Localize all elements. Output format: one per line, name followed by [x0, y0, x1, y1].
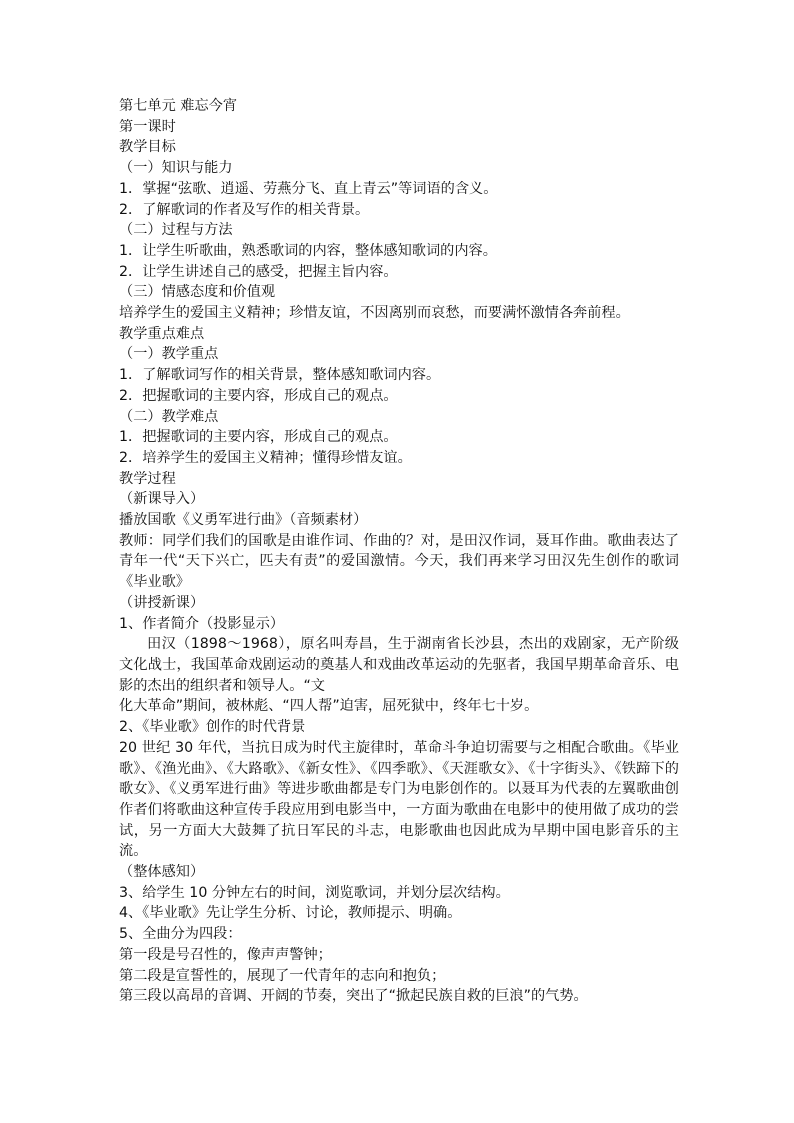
lesson-title: 第一课时	[119, 118, 176, 135]
objective-process-1: 1．让学生听歌曲，熟悉歌词的内容，整体感知歌词的内容。	[119, 242, 497, 259]
objective-knowledge-1: 1．掌握“弦歌、逍遥、劳燕分飞、直上青云”等词语的含义。	[119, 180, 498, 197]
paragraph-two-description: 第二段是宣誓性的，展现了一代青年的志向和抱负；	[119, 967, 446, 984]
intro-audio-line: 播放国歌《义勇军进行曲》（音频素材）	[119, 512, 368, 529]
step-5: 5、全曲分为四段：	[119, 926, 242, 943]
paragraph-one-description: 第一段是号召性的，像声声警钟；	[119, 946, 332, 963]
step-3: 3、给学生 10 分钟左右的时间，浏览歌词，并划分层次结构。	[119, 884, 510, 901]
section-heading-objectives: 教学目标	[119, 139, 176, 156]
background-heading: 2、《毕业歌》创作的时代背景	[119, 719, 306, 736]
objective-values-heading: （三）情感态度和价值观	[119, 284, 276, 301]
key-point-2: 2．把握歌词的主要内容，形成自己的观点。	[119, 387, 398, 404]
section-heading-key-points: 教学重点难点	[119, 325, 205, 342]
key-point-1: 1．了解歌词写作的相关背景，整体感知歌词内容。	[119, 367, 441, 384]
intro-paragraph: 教师：同学们我们的国歌是由谁作词、作曲的？对，是田汉作词，聂耳作曲。歌曲表达了青年一代“天下兴亡，匹夫有责”的爱国激情。今天，我们再来学习田汉先生创作的歌词《毕业歌》	[119, 532, 679, 591]
objective-process-2: 2．让学生讲述自己的感受，把握主旨内容。	[119, 263, 398, 280]
difficult-point-2: 2．培养学生的爱国主义精神；懂得珍惜友谊。	[119, 449, 412, 466]
difficult-points-heading: （二）教学难点	[119, 408, 219, 425]
background-paragraph: 20 世纪 30 年代，当抗日成为时代主旋律时，革命斗争迫切需要与之相配合歌曲。《毕业歌》、《渔光曲》、《大路歌》、《新女性》、《四季歌》、《天涯歌女》、《十字街头》、《铁蹄下的歌女》、《义勇军进行曲》等进步歌曲都是专门为电影创作的。以聂耳为代表的左翼歌曲创作者们将歌曲这种宣传手段应用到电影当中，一方面为歌曲在电影中的使用做了成功的尝试，另一方面大大鼓舞了抗日军民的斗志，电影歌曲也因此成为早期中国电影音乐的主流。	[119, 739, 679, 860]
new-lesson-label: （讲授新课）	[119, 594, 205, 611]
section-heading-process: 教学过程	[119, 470, 176, 487]
paragraph-three-description: 第三段以高昂的音调、开阔的节奏，突出了“掀起民族自救的巨浪”的气势。	[119, 988, 588, 1005]
overall-label: （整体感知）	[119, 864, 205, 881]
intro-label: （新课导入）	[119, 491, 205, 508]
objective-knowledge-2: 2．了解歌词的作者及写作的相关背景。	[119, 201, 370, 218]
author-heading: 1、作者简介（投影显示）	[119, 615, 285, 632]
objective-knowledge-heading: （一）知识与能力	[119, 160, 233, 177]
document-page	[119, 96, 679, 1007]
unit-title: 第七单元 难忘今宵	[119, 98, 238, 114]
author-paragraph: 田汉（1898～1968），原名叫寿昌，生于湖南省长沙县，杰出的戏剧家，无产阶级文化战士，我国革命戏剧运动的奠基人和戏曲改革运动的先驱者，我国早期革命音乐、电影的杰出的组织者和领导人。“文	[119, 636, 679, 694]
objective-values-text: 培养学生的爱国主义精神；珍惜友谊，不因离别而哀愁，而要满怀激情各奔前程。	[119, 305, 630, 322]
key-points-heading: （一）教学重点	[119, 346, 219, 363]
step-4: 4、《毕业歌》先让学生分析、讨论，教师提示、明确。	[119, 905, 462, 922]
author-paragraph-end: 化大革命”期间，被林彪、“四人帮”迫害，屈死狱中，终年七十岁。	[119, 698, 539, 715]
difficult-point-1: 1．把握歌词的主要内容，形成自己的观点。	[119, 429, 398, 446]
objective-process-heading: （二）过程与方法	[119, 222, 233, 239]
